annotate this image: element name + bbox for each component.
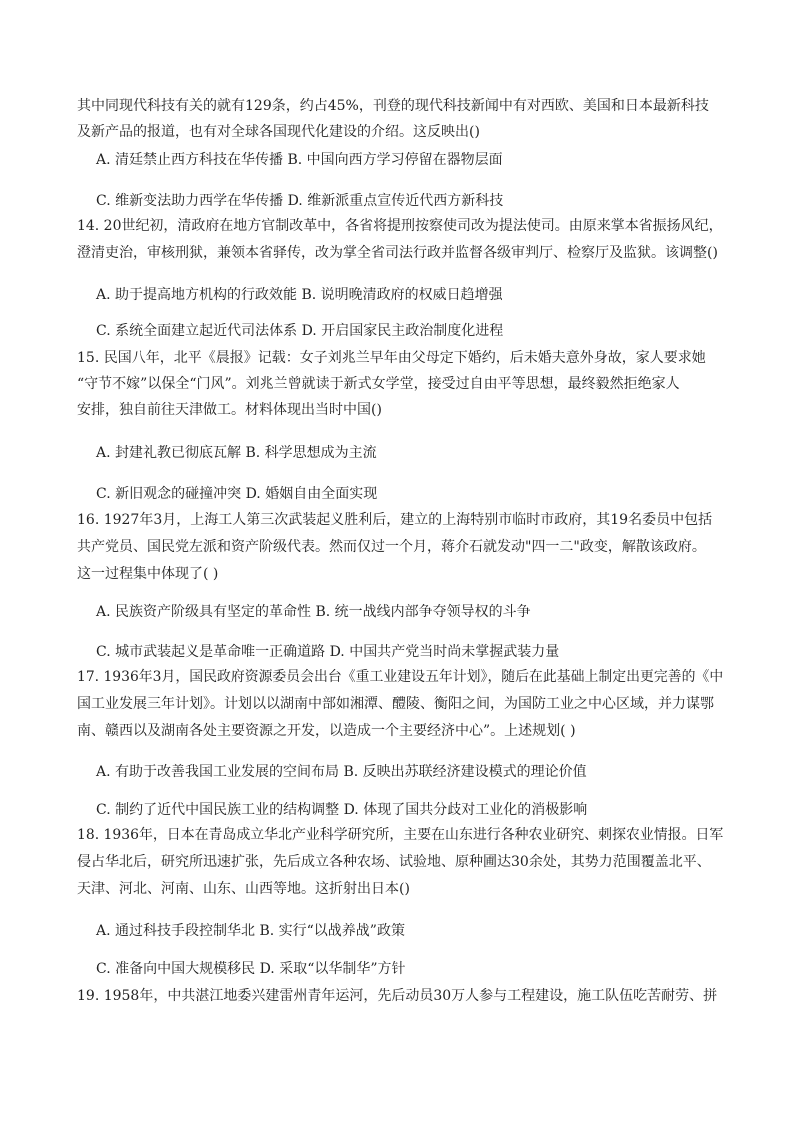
question-14-options-ab: A. 助于提高地方机构的行政效能 B. 说明晚清政府的权威日趋增强 [96,287,503,303]
question-14-options-cd: C. 系统全面建立起近代司法体系 D. 开启国家民主政治制度化进程 [96,323,504,339]
question-18-options-cd: C. 准备向中国大规模移民 D. 采取“以华制华”方针 [96,961,406,977]
question-18-options-ab: A. 通过科技手段控制华北 B. 实行“以战养战”政策 [96,923,405,939]
question-18-text-line: 天津、河北、河南、山东、山西等地。这折射出日本() [77,881,410,897]
question-13-text-line: 其中同现代科技有关的就有129条，约占45%，刊登的现代科技新闻中有对西欧、美国和日本最新科技 [77,98,709,114]
question-19-stem: 19. 1958年，中共湛江地委兴建雷州青年运河，先后动员30万人参与工程建设，施工队伍吃苦耐劳、拼 [77,988,718,1004]
question-13-options-cd: C. 维新变法助力西学在华传播 D. 维新派重点宣传近代西方新科技 [96,193,504,209]
question-17-text-line: 国工业发展三年计划》。计划以以湖南中部如湘潭、醴陵、衡阳之间，为国防工业之中心区域，并力谋鄂 [77,696,714,712]
question-16-stem: 16. 1927年3月，上海工人第三次武装起义胜利后，建立的上海特别市临时市政府，其19名委员中包括 [77,512,713,528]
question-16-options-cd: C. 城市武装起义是革命唯一正确道路 D. 中国共产党当时尚未掌握武装力量 [96,644,560,660]
question-15-options-cd: C. 新旧观念的碰撞冲突 D. 婚姻自由全面实现 [96,486,378,502]
question-14-text-line: 澄清吏治，审核刑狱，兼领本省驿传，改为掌全省司法行政并监督各级审判厅、检察厅及监狱。该调整() [77,245,718,261]
question-17-options-cd: C. 制约了近代中国民族工业的结构调整 D. 体现了国共分歧对工业化的消极影响 [96,802,588,818]
question-15-text-line: 安排，独自前往天津做工。材料体现出当时中国() [77,402,382,418]
question-15-stem: 15. 民国八年，北平《晨报》记载：女子刘兆兰早年由父母定下婚约，后未婚夫意外身故，家人要求她 [77,350,706,366]
question-14-stem: 14. 20世纪初，清政府在地方官制改革中，各省将提刑按察使司改为提法使司。由原来掌本省振扬风纪， [77,218,723,234]
question-17-stem: 17. 1936年3月，国民政府资源委员会出台《重工业建设五年计划》，随后在此基础上制定出更完善的《中 [77,669,724,685]
question-13-options-ab: A. 清廷禁止西方科技在华传播 B. 中国向西方学习停留在器物层面 [96,152,503,168]
question-15-options-ab: A. 封建礼教已彻底瓦解 B. 科学思想成为主流 [96,445,377,461]
question-16-text-line: 共产党员、国民党左派和资产阶级代表。然而仅过一个月，蒋介石就发动"四一二"政变，解散该政府。 [77,539,706,555]
question-13-text-line: 及新产品的报道，也有对全球各国现代化建设的介绍。这反映出() [77,124,480,140]
question-17-text-line: 南、赣西以及湖南各处主要资源之开发，以造成一个主要经济中心”。上述规划( ) [77,723,576,739]
question-18-text-line: 侵占华北后，研究所迅速扩张，先后成立各种农场、试验地、原种圃达30余处，其势力范围覆盖北平、 [77,854,711,870]
question-18-stem: 18. 1936年，日本在青岛成立华北产业科学研究所，主要在山东进行各种农业研究、刺探农业情报。日军 [77,827,724,843]
question-16-options-ab: A. 民族资产阶级具有坚定的革命性 B. 统一战线内部争夺领导权的斗争 [96,604,531,620]
question-17-options-ab: A. 有助于改善我国工业发展的空间布局 B. 反映出苏联经济建设模式的理论价值 [96,764,587,780]
question-16-text-line: 这一过程集中体现了( ) [77,566,219,582]
question-15-text-line: “守节不嫁”以保全“门风”。刘兆兰曾就读于新式女学堂，接受过自由平等思想，最终毅然拒绝家人 [77,376,680,392]
